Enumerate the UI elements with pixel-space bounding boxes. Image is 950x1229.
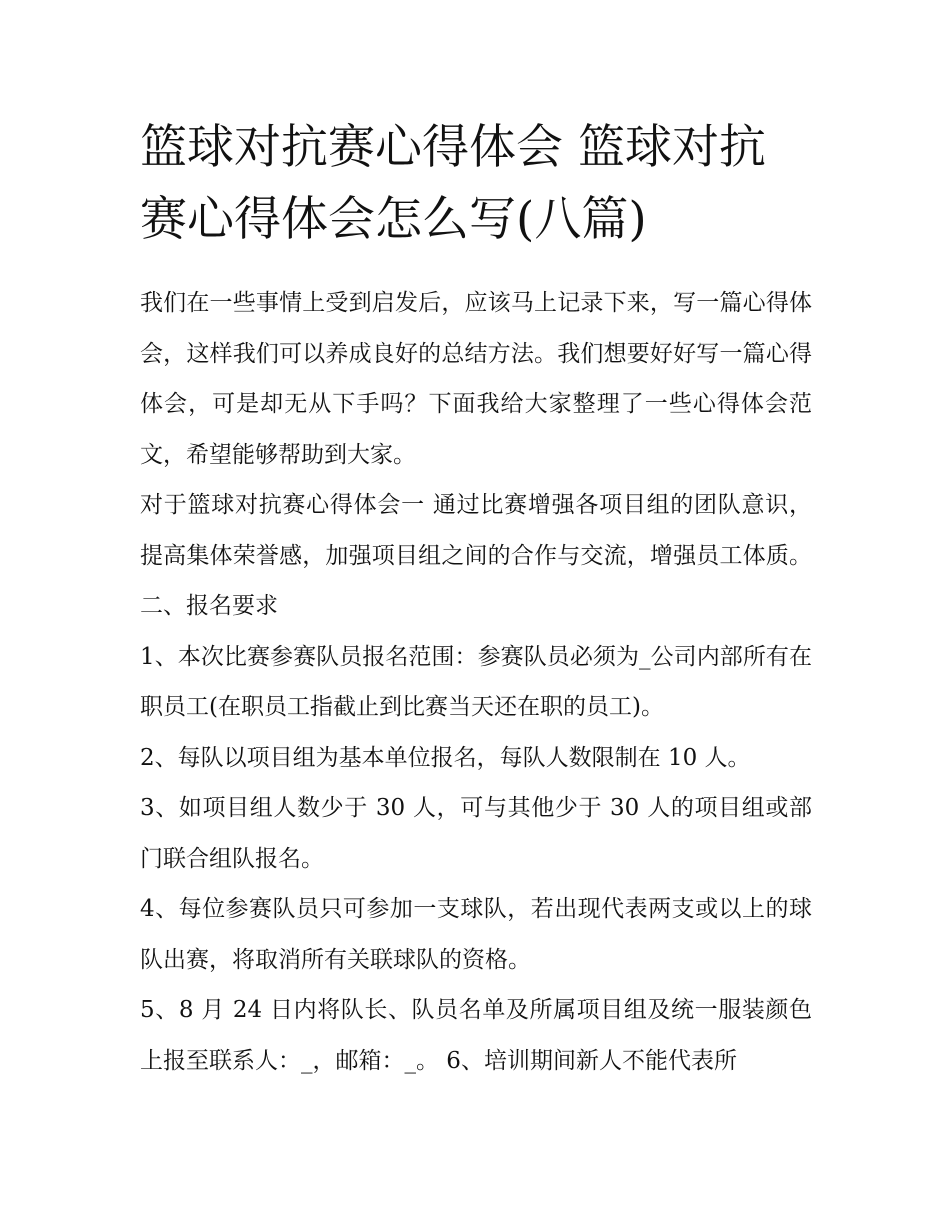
document-body xyxy=(140,112,812,1086)
requirement-item-4: 4、每位参赛队员只可参加一支球队，若出现代表两支或以上的球队出赛，将取消所有关联球队的资格。 xyxy=(140,896,812,973)
section-one-paragraph: 对于篮球对抗赛心得体会一 通过比赛增强各项目组的团队意识，提高集体荣誉感，加强项目组之间的合作与交流，增强员工体质。 二、报名要求 xyxy=(140,492,812,619)
intro-paragraph: 我们在一些事情上受到启发后，应该马上记录下来，写一篇心得体会，这样我们可以养成良好的总结方法。我们想要好好写一篇心得体会，可是却无从下手吗？下面我给大家整理了一些心得体会范文，希望能够帮助到大家。 xyxy=(140,290,812,468)
requirement-item-2: 2、每队以项目组为基本单位报名，每队人数限制在 10 人。 xyxy=(140,744,751,771)
requirement-item-3: 3、如项目组人数少于 30 人，可与其他少于 30 人的项目组或部门联合组队报名。 xyxy=(140,795,812,872)
document-title: 篮球对抗赛心得体会 篮球对抗赛心得体会怎么写(八篇) xyxy=(140,120,766,247)
requirement-item-5: 5、8 月 24 日内将队长、队员名单及所属项目组及统一服装颜色上报至联系人：_，邮箱：_。 6、培训期间新人不能代表所 xyxy=(140,997,812,1074)
requirement-item-1: 1、本次比赛参赛队员报名范围：参赛队员必须为_公司内部所有在职员工(在职员工指截止到比赛当天还在职的员工)。 xyxy=(140,643,812,720)
